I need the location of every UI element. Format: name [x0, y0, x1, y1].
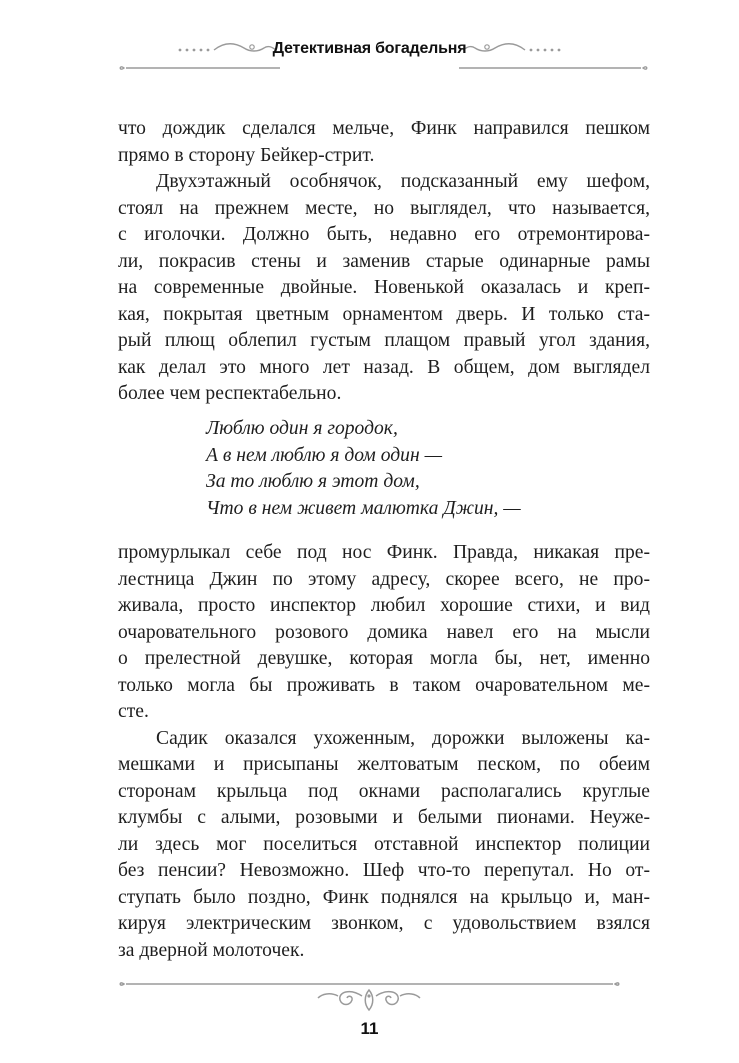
text-line: живала, просто инспектор любил хорошие стихи, и вид	[118, 595, 650, 616]
paragraph	[118, 726, 650, 965]
paragraph	[118, 169, 650, 408]
text-line: с иголочки. Должно быть, недавно его отремонтирова-	[118, 224, 650, 245]
text-line: Садик оказался ухоженным, дорожки выложены ка-	[156, 727, 650, 749]
text-line: промурлыкал себе под нос Финк. Правда, никакая пре-	[118, 542, 650, 563]
text-line: ли здесь мог поселиться отставной инспектор полиции	[118, 833, 650, 855]
text-line: что дождик сделался мельче, Финк направился пешком	[118, 118, 650, 139]
text-line: прямо в сторону Бейкер-стрит.	[118, 144, 375, 166]
text-line: только могла бы проживать в таком очаровательном ме-	[118, 674, 650, 696]
page-number: 11	[360, 1019, 379, 1038]
running-title: Детективная богадельня	[272, 40, 467, 57]
footer-ornament	[0, 966, 739, 1016]
poem-line: Люблю один я городок,	[206, 418, 398, 439]
text-line: сторонам крыльца под окнами располагались круглые	[118, 780, 650, 802]
poem-line: А в нем люблю я дом один —	[206, 444, 442, 466]
body-text-bottom	[118, 540, 650, 964]
text-line: Двухэтажный особнячок, подсказанный ему шефом,	[156, 171, 650, 192]
text-line: лестница Джин по этому адресу, скорее всего, не про-	[118, 568, 650, 590]
paragraph	[118, 116, 650, 169]
text-line: о прелестной девушке, которая могла бы, нет, именно	[118, 648, 650, 669]
poem-quote	[206, 416, 521, 522]
text-line: сте.	[118, 701, 149, 722]
text-line: ли, покрасив стены и заменив старые одинарные рамы	[118, 250, 650, 272]
text-line: мешками и присыпаны желтоватым песком, по обеим	[118, 754, 650, 775]
text-line: более чем респектабельно.	[118, 383, 342, 404]
running-header	[0, 34, 739, 82]
text-line: кая, покрытая цветным орнаментом дверь. И только ста-	[118, 303, 650, 325]
paragraph	[118, 540, 650, 726]
text-line: без пенсии? Невозможно. Шеф что-то перепутал. Но от-	[118, 860, 650, 881]
poem-line: За то люблю я этот дом,	[206, 471, 420, 492]
text-line: очаровательного розового домика навел его на мысли	[118, 621, 650, 643]
text-line: на современные двойные. Новенькой оказалась и креп-	[118, 277, 650, 298]
text-line: стоял на прежнем месте, но выглядел, что называется,	[118, 197, 650, 219]
poem-line: Что в нем живет малютка Джин, —	[206, 497, 521, 519]
text-line: кируя электрическим звонком, с удовольствием взялся	[118, 913, 650, 934]
text-line: за дверной молоточек.	[118, 939, 305, 961]
text-line: рый плющ облепил густым плащом правый угол здания,	[118, 330, 650, 351]
body-text-top	[118, 116, 650, 408]
text-line: клумбы с алыми, розовыми и белыми пионами. Неуже-	[118, 807, 650, 828]
text-line: ступать было поздно, Финк поднялся на крыльцо и, ман-	[118, 886, 650, 908]
text-line: как делал это много лет назад. В общем, дом выглядел	[118, 356, 650, 378]
